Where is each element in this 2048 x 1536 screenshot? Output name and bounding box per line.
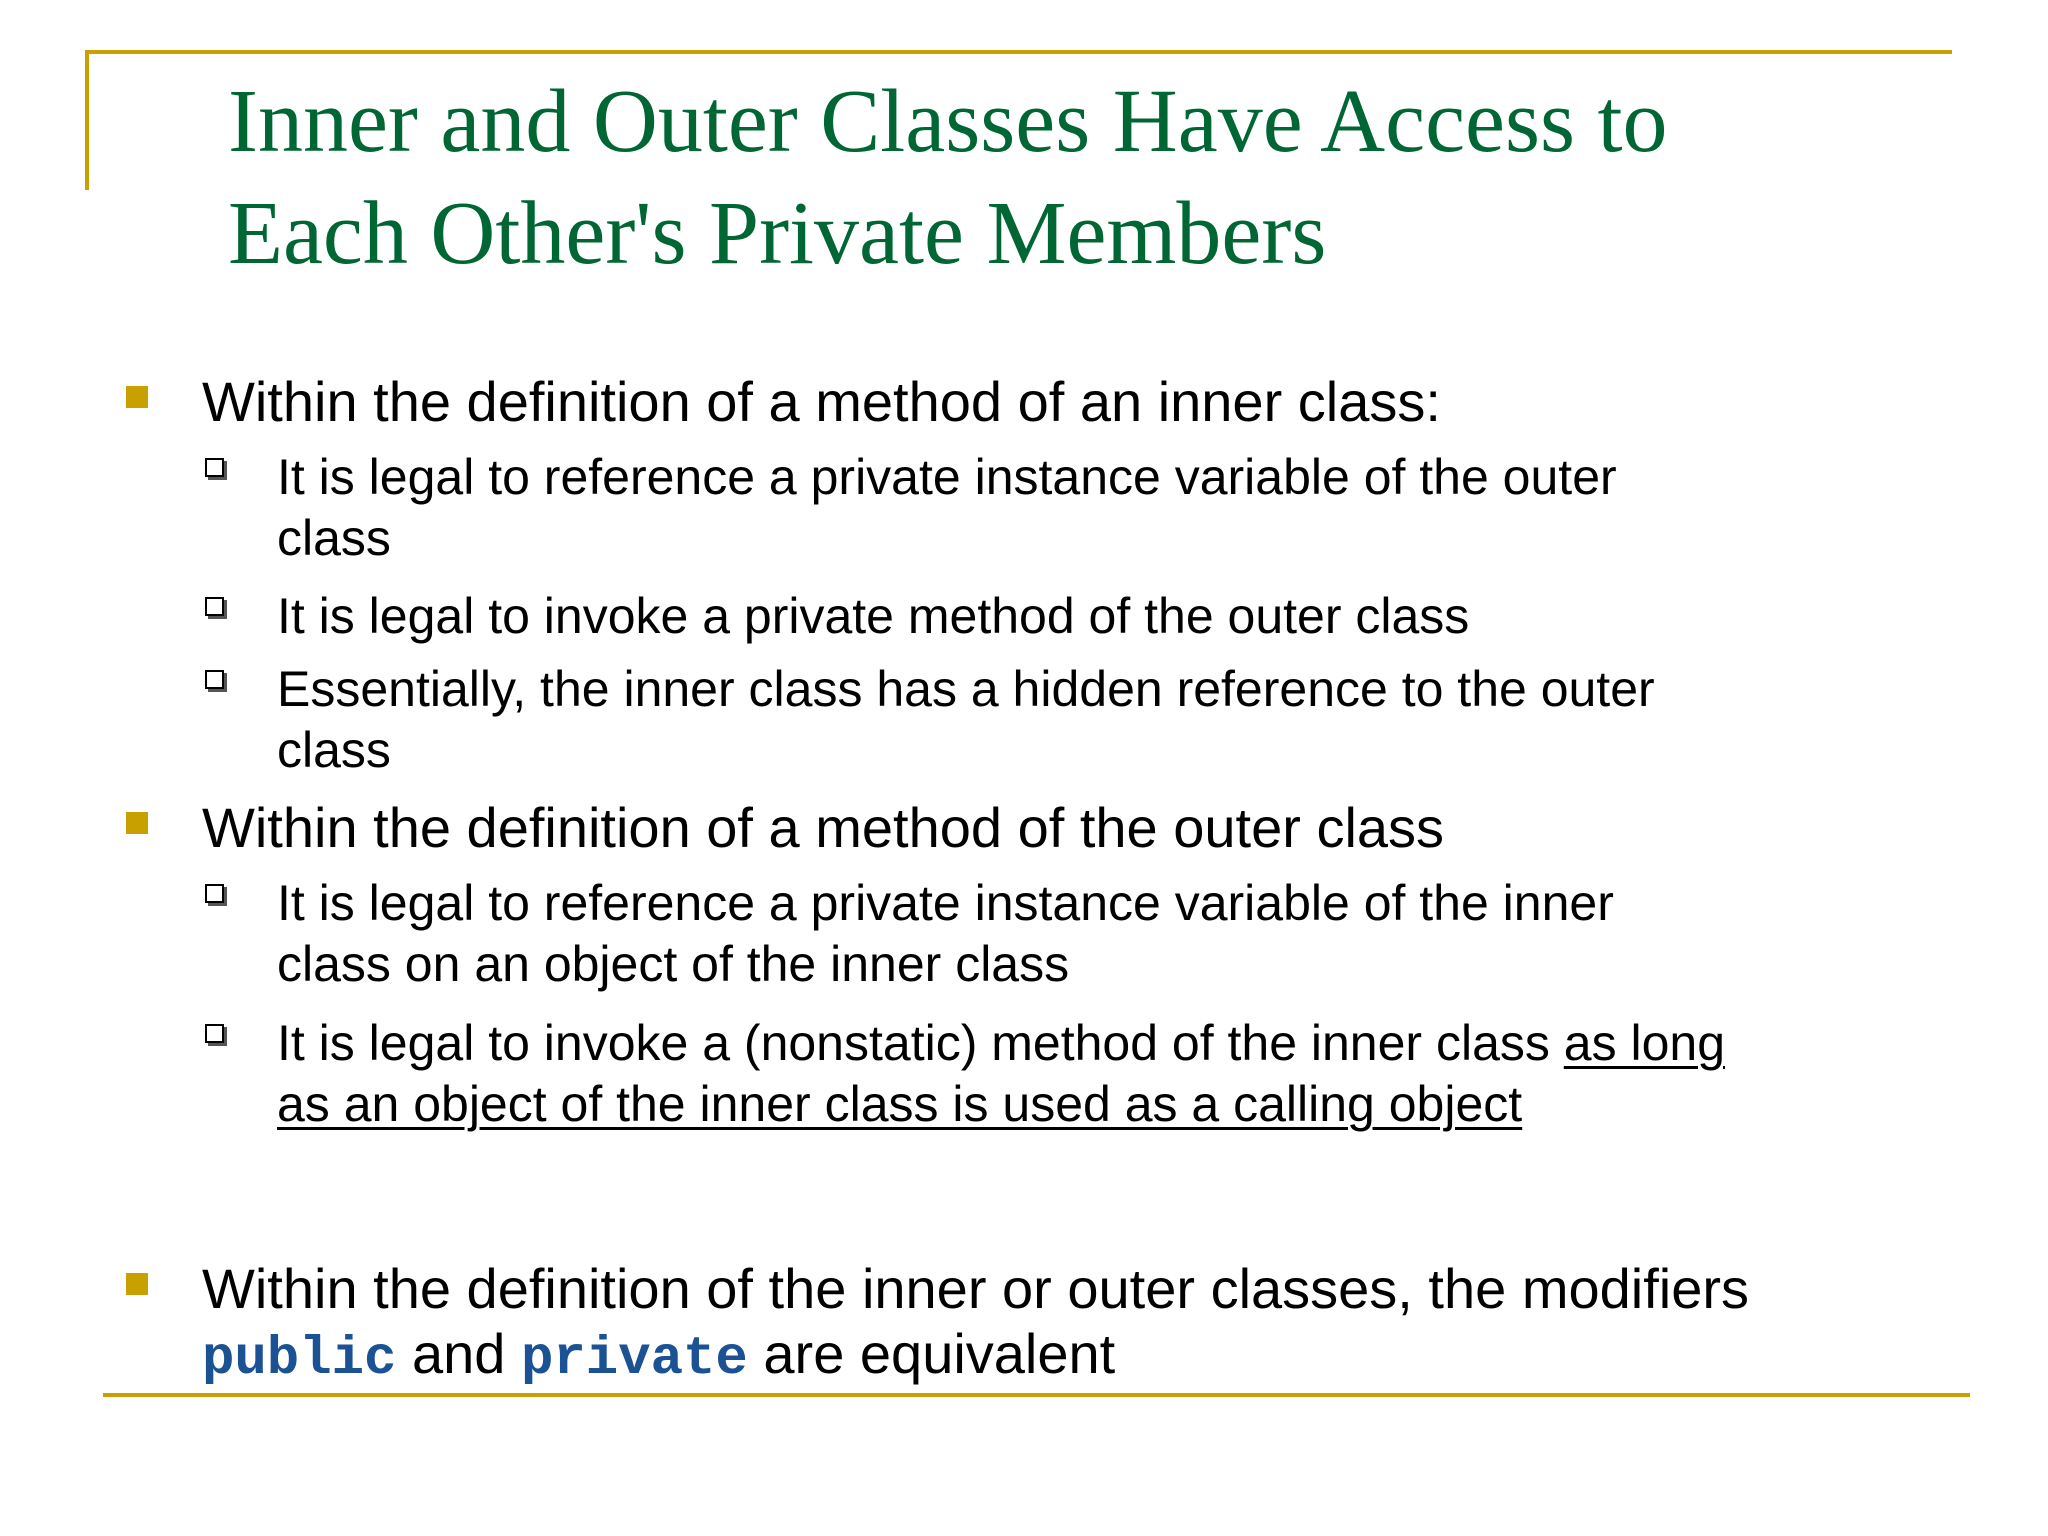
frame-bottom-rule (103, 1393, 1970, 1397)
bullet-2-sub-2-plain: It is legal to invoke a (nonstatic) method of the inner class (277, 1015, 1564, 1071)
slide-title-line-1: Inner and Outer Classes Have Access to (228, 72, 1668, 171)
bullet-box-icon (205, 670, 224, 689)
keyword-private: private (521, 1329, 748, 1390)
bullet-3-line-1: Within the definition of the inner or outer classes, the modifiers (202, 1257, 1749, 1320)
bullet-1-sub-3-line-1: Essentially, the inner class has a hidden reference to the outer (277, 661, 1655, 717)
bullet-2-sub-1-line-1: It is legal to reference a private instance variable of the inner (277, 875, 1614, 931)
keyword-public: public (202, 1329, 397, 1390)
frame-top-rule (85, 50, 1952, 54)
slide-title-line-2: Each Other's Private Members (228, 184, 1327, 283)
bullet-2-sub-2-underlined-end: as an object of the inner class is used as a calling object (277, 1076, 1523, 1132)
bullet-box-icon (205, 884, 224, 903)
bullet-square-icon (126, 386, 148, 408)
bullet-box-icon (205, 1024, 224, 1043)
bullet-1-sub-2: It is legal to invoke a private method of the outer class (277, 588, 1470, 644)
bullet-1: Within the definition of a method of an inner class: (202, 370, 1441, 433)
bullet-3-connector: and (396, 1322, 521, 1385)
bullet-1-sub-1-line-2: class (277, 510, 391, 566)
bullet-3-ending: are equivalent (747, 1322, 1116, 1385)
bullet-2-sub-1-line-2: class on an object of the inner class (277, 936, 1070, 992)
bullet-square-icon (126, 1273, 148, 1295)
bullet-2-sub-2-line-1 (277, 1013, 1725, 1074)
bullet-3-line-2 (202, 1322, 1115, 1392)
bullet-2: Within the definition of a method of the outer class (202, 796, 1445, 859)
bullet-1-sub-1-line-1: It is legal to reference a private instance variable of the outer (277, 449, 1617, 505)
bullet-square-icon (126, 812, 148, 834)
bullet-box-icon (205, 597, 224, 616)
bullet-box-icon (205, 458, 224, 477)
bullet-2-sub-2-underlined-start: as long (1563, 1015, 1726, 1071)
slide-title (228, 66, 1928, 290)
bullet-1-sub-3-line-2: class (277, 722, 391, 778)
frame-left-rule (85, 50, 89, 190)
bullet-2-sub-2-line-2 (277, 1074, 1522, 1135)
